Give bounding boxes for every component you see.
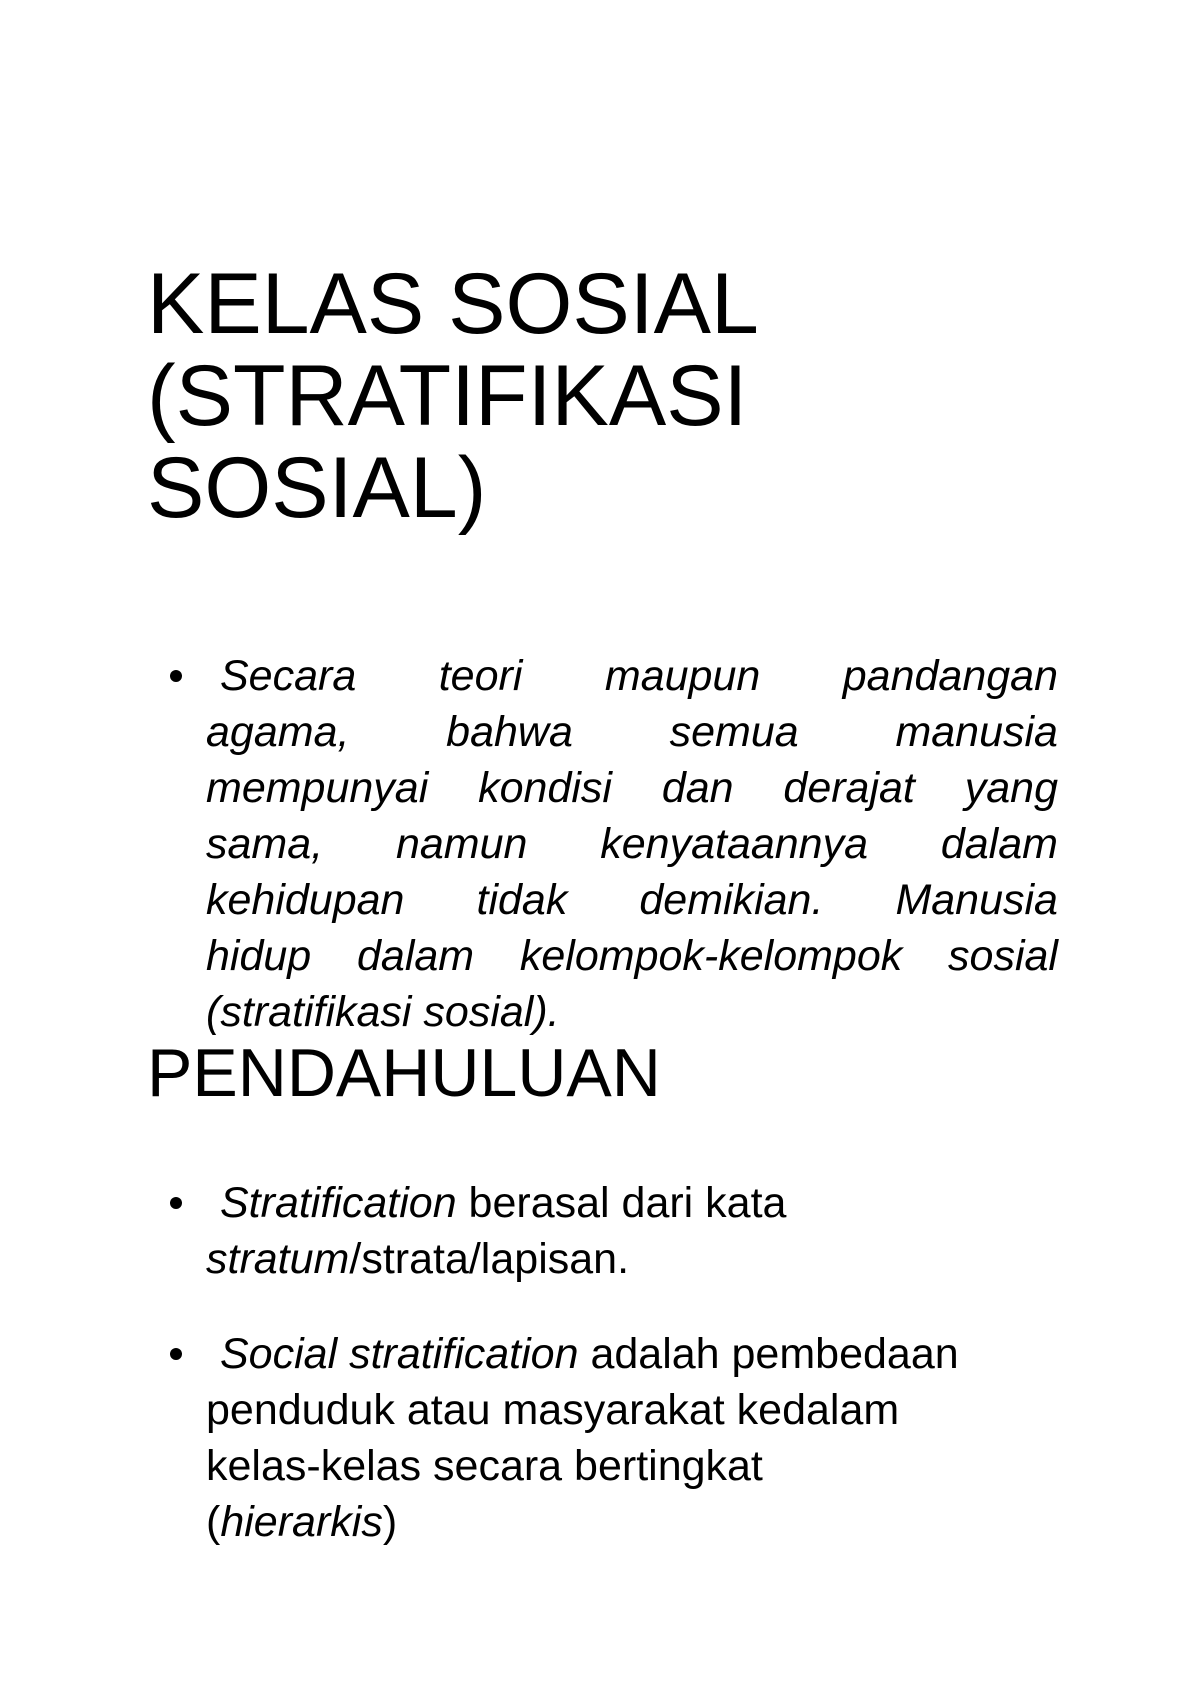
paragraph-line: penduduk atau masyarakat kedalam [206,1386,900,1434]
term-hierarkis: hierarkis [220,1498,383,1546]
paragraph-line: stratum/strata/lapisan. [206,1235,630,1283]
paragraph-line: Stratification berasal dari kata [220,1179,787,1227]
intro-line: mempunyai kondisi dan derajat yang [206,764,1058,812]
intro-paragraph [206,648,1058,1040]
page-title [147,258,1047,534]
social-stratification-paragraph [206,1326,1058,1550]
stratification-paragraph [206,1175,1058,1287]
intro-line: kehidupan tidak demikian. Manusia [206,876,1058,924]
paragraph-line: Social stratification adalah pembedaan [220,1330,959,1378]
intro-line: agama, bahwa semua manusia [206,708,1058,756]
title-line-2: (STRATIFIKASI [147,348,748,444]
title-line-1: KELAS SOSIAL [147,256,759,352]
bullet-dot-icon [170,1348,182,1360]
term-stratum: stratum [206,1235,350,1283]
bullet-dot-icon [170,1197,182,1209]
intro-line: hidup dalam kelompok-kelompok sosial [206,932,1058,980]
term-social-stratification: Social stratification [220,1330,579,1378]
intro-line: (stratifikasi sosial). [206,988,560,1036]
intro-line: sama, namun kenyataannya dalam [206,820,1058,868]
paragraph-line: (hierarkis) [206,1498,398,1546]
bullet-dot-icon [170,670,182,682]
title-line-3: SOSIAL) [147,440,487,536]
paragraph-line: kelas-kelas secara bertingkat [206,1442,763,1490]
intro-line: Secara teori maupun pandangan [220,652,1058,700]
term-stratification: Stratification [220,1179,457,1227]
section-heading: PENDAHULUAN [147,1035,661,1111]
